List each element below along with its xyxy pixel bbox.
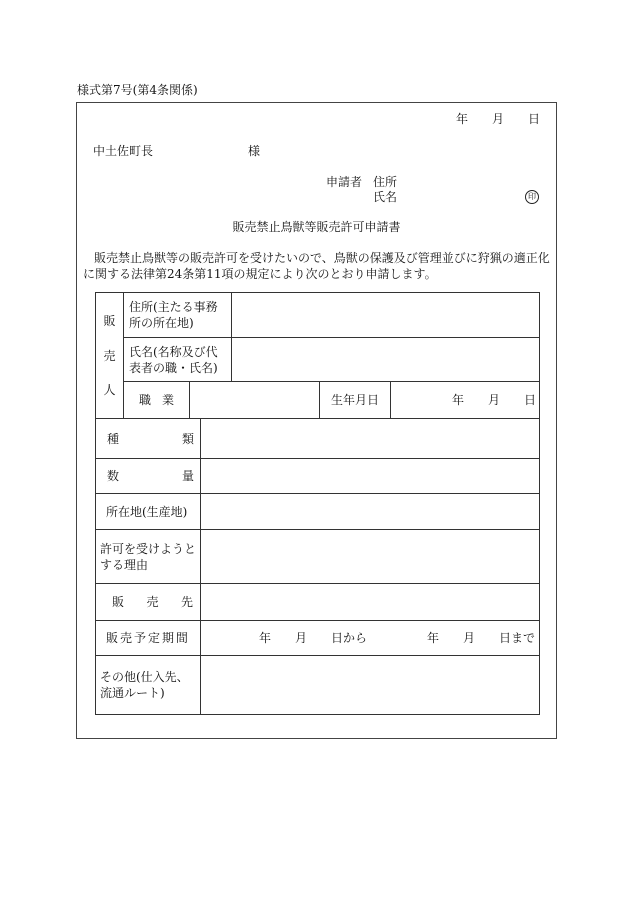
label-character: 販 <box>106 631 119 645</box>
seller-address-field <box>231 292 540 338</box>
label-character: 人 <box>103 383 116 398</box>
intro-line-1: 販売禁止鳥獣等の販売許可を受けたいので、鳥獣の保護及び管理並びに狩猟の適正化 <box>94 251 550 265</box>
period-field <box>200 620 540 656</box>
birthdate-format: 年 月 日 <box>451 393 536 407</box>
addressee: 中土佐町長 <box>93 144 154 158</box>
quantity-field <box>200 458 540 494</box>
seller-section-cell <box>95 292 124 419</box>
kind-label <box>107 432 194 446</box>
label-character: 売 <box>146 595 159 609</box>
location-label: 所在地(生産地) <box>106 504 188 519</box>
label-character: 数 <box>107 469 120 483</box>
buyer-field <box>200 583 540 621</box>
reason-field <box>200 529 540 584</box>
occupation-field <box>189 381 320 419</box>
birthdate-field <box>390 381 540 419</box>
location-label-cell <box>95 493 201 530</box>
kind-label-cell <box>95 418 201 459</box>
application-table <box>95 292 540 715</box>
seller-name-label-cell <box>123 337 232 382</box>
other-label-cell <box>95 655 201 715</box>
birthdate-label: 生年月日 <box>330 393 379 407</box>
buyer-label <box>112 595 193 609</box>
applicant-name-label: 氏名 <box>373 190 398 204</box>
application-date: 年 月 日 <box>455 112 540 126</box>
birthdate-label-cell <box>319 381 391 419</box>
period-format: 年 月 日から 年 月 日まで <box>258 631 535 645</box>
quantity-label <box>107 469 194 483</box>
addressee-honorific: 様 <box>248 144 261 158</box>
label-character: 間 <box>175 631 188 645</box>
kind-field <box>200 418 540 459</box>
seal-mark: 印 <box>525 190 539 204</box>
quantity-label-cell <box>95 458 201 494</box>
label-character: 類 <box>181 431 194 446</box>
occupation-label <box>139 393 174 407</box>
period-label-cell <box>95 620 201 656</box>
label-character: 販 <box>103 313 116 328</box>
seller-name-field <box>231 337 540 382</box>
seller-address-label-cell <box>123 292 232 338</box>
intro-line-2: に関する法律第24条第11項の規定により次のとおり申請します。 <box>83 267 437 281</box>
occupation-label-cell <box>123 381 190 419</box>
applicant-label: 申請者 <box>326 175 363 189</box>
label-character: 量 <box>181 469 194 483</box>
label-character: 先 <box>180 595 193 609</box>
label-character: 種 <box>107 431 120 446</box>
buyer-label-cell <box>95 583 201 621</box>
other-label: その他(仕入先、流通ルート) <box>100 670 189 700</box>
label-character: 業 <box>161 393 174 407</box>
label-character: 期 <box>161 631 174 645</box>
period-label <box>106 631 188 645</box>
form-title: 販売禁止鳥獣等販売許可申請書 <box>232 220 401 234</box>
form-frame <box>76 102 557 739</box>
seller-section-label <box>96 293 123 418</box>
applicant-address-label: 住所 <box>373 175 398 189</box>
seller-address-label: 住所(主たる事務所の所在地) <box>129 300 218 330</box>
other-field <box>200 655 540 715</box>
label-character: 売 <box>119 631 132 645</box>
reason-label-cell <box>95 529 201 584</box>
label-character: 職 <box>139 393 152 407</box>
label-character: 売 <box>103 348 116 363</box>
reason-label: 許可を受けようとする理由 <box>100 541 197 572</box>
label-character: 予 <box>133 631 146 645</box>
seller-name-label: 氏名(名称及び代表者の職・氏名) <box>129 344 218 375</box>
form-number: 様式第7号(第4条関係) <box>77 83 198 97</box>
label-character: 販 <box>112 595 125 609</box>
location-field <box>200 493 540 530</box>
label-character: 定 <box>147 631 160 645</box>
